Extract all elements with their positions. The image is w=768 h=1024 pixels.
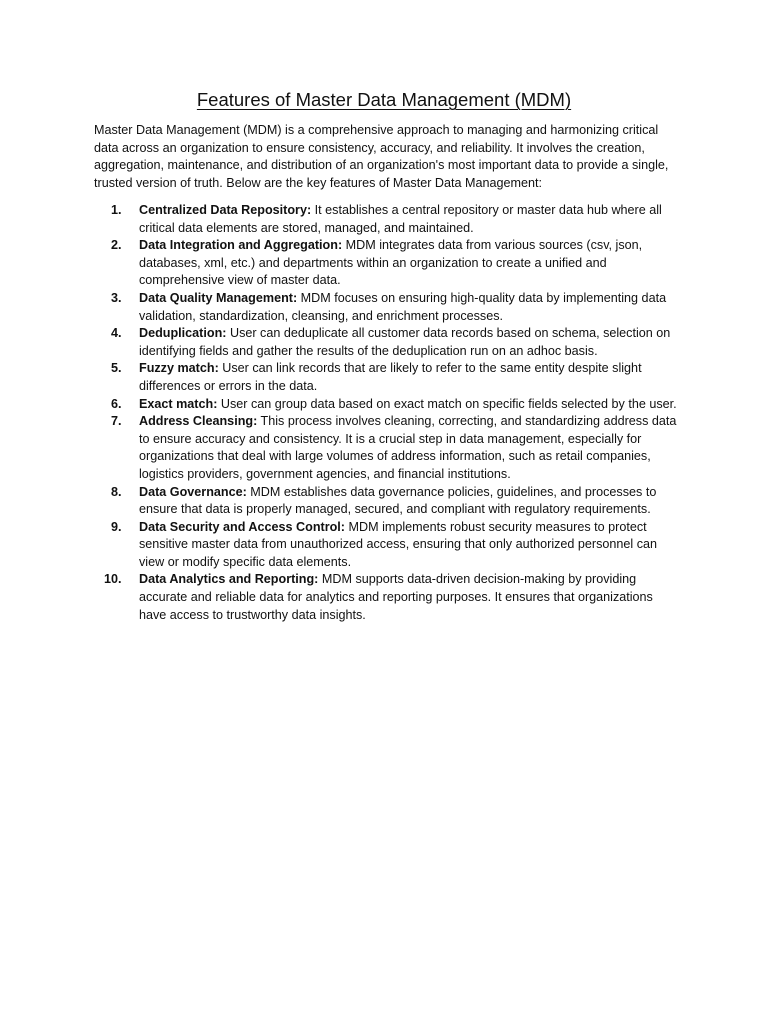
document-title-text: Features of Master Data Management (MDM) (196, 89, 572, 110)
feature-term: Data Security and Access Control: (139, 519, 345, 534)
feature-description: MDM focuses on ensuring high-quality data by implementing data validation, standardization, cleansing, and enrichment processes. (139, 290, 667, 323)
feature-term: Deduplication: (139, 326, 227, 341)
feature-number: 2. (111, 238, 122, 253)
feature-description: User can group data based on exact match on specific fields selected by the user. (217, 396, 677, 411)
feature-item-centralized-data-repository (94, 202, 680, 237)
features-list (94, 202, 680, 624)
feature-term: Fuzzy match: (139, 361, 219, 376)
feature-item-data-security (94, 519, 680, 572)
feature-number: 5. (111, 361, 122, 376)
feature-description: MDM integrates data from various sources (csv, json, databases, xml, etc.) and departments within an organization to create a unified and comprehensive view of master data. (139, 238, 643, 288)
feature-number: 8. (111, 484, 122, 499)
feature-description: MDM implements robust security measures to protect sensitive master data from unauthorized access, ensuring that only authorized personnel can view or modify specific data elements. (139, 519, 658, 569)
feature-number: 10. (104, 572, 122, 587)
feature-number: 9. (111, 519, 122, 534)
feature-term: Address Cleansing: (139, 414, 258, 429)
feature-number: 6. (111, 396, 122, 411)
feature-item-data-governance (94, 484, 680, 519)
feature-description: MDM establishes data governance policies, guidelines, and processes to ensure that data is properly managed, secured, and compliant with regulatory requirements. (139, 484, 657, 517)
feature-description: It establishes a central repository or master data hub where all critical data elements are stored, managed, and maintained. (139, 203, 662, 235)
feature-number: 1. (111, 203, 122, 217)
feature-description: This process involves cleaning, correcting, and standardizing address data to ensure accuracy and consistency. It is a crucial step in data management, especially for organizations that deal with large volumes of address information, such as retail companies, logistics providers, government agencies, and financial institutions. (139, 414, 677, 481)
feature-description: User can deduplicate all customer data records based on schema, selection on identifying fields and gather the results of the deduplication run on an adhoc basis. (139, 326, 671, 358)
document-title (0, 88, 768, 112)
feature-description: MDM supports data-driven decision-making by providing accurate and reliable data for analytics and reporting purposes. It ensures that organizations have access to trustworthy data insights. (139, 572, 653, 622)
feature-item-exact-match (94, 396, 680, 414)
feature-number: 7. (111, 414, 122, 429)
feature-item-address-cleansing (94, 413, 680, 483)
feature-number: 3. (111, 290, 122, 305)
feature-description: User can link records that are likely to refer to the same entity despite slight differences or errors in the data. (139, 361, 642, 393)
feature-item-data-quality-management (94, 290, 680, 325)
feature-term: Data Integration and Aggregation: (139, 238, 343, 253)
feature-term: Data Governance: (139, 484, 247, 499)
feature-item-fuzzy-match (94, 360, 680, 395)
feature-item-data-analytics (94, 571, 680, 624)
feature-term: Data Analytics and Reporting: (139, 572, 319, 587)
feature-term: Exact match: (139, 396, 218, 411)
feature-item-deduplication (94, 325, 680, 360)
intro-paragraph: Master Data Management (MDM) is a comprehensive approach to managing and harmonizing critical data across an organization to ensure consistency, accuracy, and reliability. It involves the creation, aggregation, maintenance, and distribution of an organization's most important data to provide a single, trusted version of truth. Below are the key features of Master Data Management: (94, 123, 669, 190)
feature-term: Data Quality Management: (139, 290, 298, 305)
feature-term: Centralized Data Repository: (139, 203, 312, 217)
feature-number: 4. (111, 326, 122, 341)
feature-item-data-integration (94, 237, 680, 290)
